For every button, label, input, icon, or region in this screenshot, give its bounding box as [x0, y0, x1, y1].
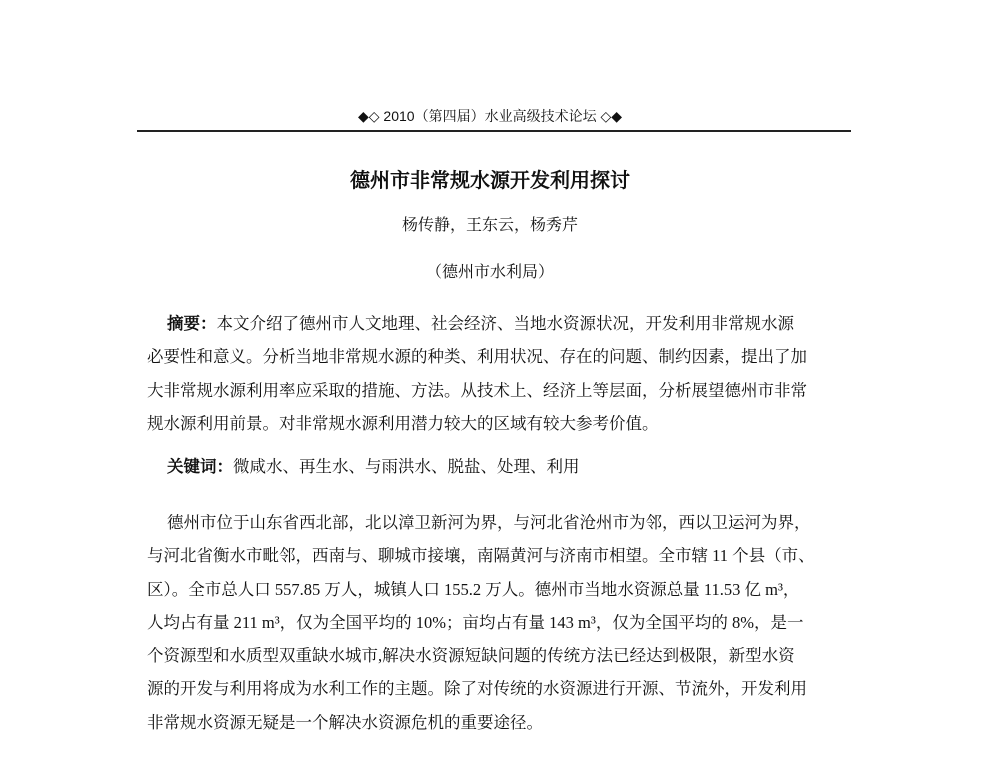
body-line: 个资源型和水质型双重缺水城市,解决水资源短缺问题的传统方法已经达到极限，新型水资 — [147, 646, 795, 666]
header-rule — [137, 130, 851, 132]
keywords-line — [147, 450, 847, 483]
body-paragraph — [147, 506, 847, 739]
affiliation: （德州市水利局） — [425, 264, 554, 281]
authors: 杨传静，王东云，杨秀芹 — [401, 217, 578, 234]
abstract-line — [147, 307, 847, 340]
abstract-label: 摘要： — [167, 314, 217, 333]
keywords — [147, 450, 847, 483]
abstract-line: 规水源利用前景。对非常规水源利用潜力较大的区域有较大参考价值。 — [147, 413, 659, 433]
running-header: ◆◇ 2010（第四届）水业高级技术论坛 ◇◆ — [358, 108, 622, 124]
abstract-text: 本文介绍了德州市人文地理、社会经济、当地水资源状况，开发利用非常规水源 — [216, 314, 794, 333]
body-line: 源的开发与利用将成为水利工作的主题。除了对传统的水资源进行开源、节流外，开发利用 — [147, 679, 807, 699]
body-line: 人均占有量 211 m³，仅为全国平均的 10%；亩均占有量 143 m³，仅为全国平均的 8%，是一 — [147, 612, 804, 632]
paper-title: 德州市非常规水源开发利用探讨 — [350, 170, 630, 192]
body-line: 非常规水资源无疑是一个解决水资源危机的重要途径。 — [147, 712, 543, 732]
keywords-label: 关键词： — [167, 457, 233, 476]
keywords-text: 微咸水、再生水、与雨洪水、脱盐、处理、利用 — [233, 457, 580, 476]
body-line: 区）。全市总人口 557.85 万人，城镇人口 155.2 万人。德州市当地水资源总量 11.53 亿 m³， — [147, 579, 800, 599]
abstract-line: 必要性和意义。分析当地非常规水源的种类、利用状况、存在的问题、制约因素，提出了加 — [147, 347, 807, 367]
body-line: 与河北省衡水市毗邻，西南与、聊城市接壤，南隔黄河与济南市相望。全市辖 11 个县（市、 — [147, 546, 815, 566]
abstract-line: 大非常规水源利用率应采取的措施、方法。从技术上、经济上等层面，分析展望德州市非常 — [147, 380, 807, 400]
abstract — [147, 307, 847, 440]
body-line: 德州市位于山东省西北部，北以漳卫新河为界，与河北省沧州市为邻，西以卫运河为界， — [167, 513, 811, 532]
